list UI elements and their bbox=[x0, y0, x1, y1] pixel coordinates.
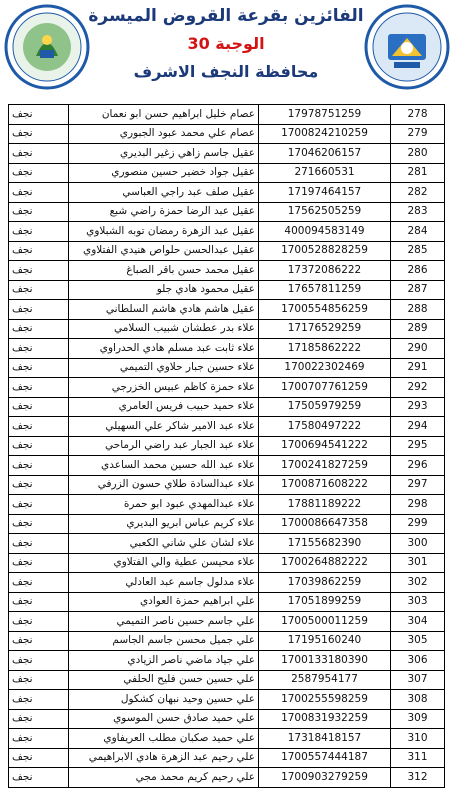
table-row bbox=[9, 651, 445, 671]
row-city: نجف bbox=[9, 514, 69, 534]
row-name: عقيل محمد حسن باقر الصباغ bbox=[69, 261, 259, 281]
row-city: نجف bbox=[9, 222, 69, 242]
row-city: نجف bbox=[9, 436, 69, 456]
ministry-logo-right bbox=[364, 4, 450, 90]
row-id-number: 1700903279259 bbox=[259, 768, 391, 788]
document-header bbox=[0, 0, 452, 100]
province-label: محافظة النجف الاشرف bbox=[133, 62, 319, 81]
row-id-number: 17372086222 bbox=[259, 261, 391, 281]
row-city: نجف bbox=[9, 768, 69, 788]
row-name: علاء عبد الجبار عبد راضي الرماحي bbox=[69, 436, 259, 456]
table-row bbox=[9, 144, 445, 164]
row-name: علاء مدلول جاسم عبد العادلي bbox=[69, 573, 259, 593]
row-number: 298 bbox=[391, 495, 445, 515]
row-id-number: 17195160240 bbox=[259, 631, 391, 651]
row-name: علاء عبدالمهدي عبود ابو حمرة bbox=[69, 495, 259, 515]
row-number: 300 bbox=[391, 534, 445, 554]
row-id-number: 1700255598259 bbox=[259, 690, 391, 710]
row-number: 285 bbox=[391, 241, 445, 261]
row-number: 288 bbox=[391, 300, 445, 320]
row-city: نجف bbox=[9, 300, 69, 320]
row-city: نجف bbox=[9, 202, 69, 222]
row-id-number: 17580497222 bbox=[259, 417, 391, 437]
table-row bbox=[9, 358, 445, 378]
row-number: 284 bbox=[391, 222, 445, 242]
row-id-number: 17176529259 bbox=[259, 319, 391, 339]
row-id-number: 400094583149 bbox=[259, 222, 391, 242]
row-number: 291 bbox=[391, 358, 445, 378]
row-number: 282 bbox=[391, 183, 445, 203]
row-number: 289 bbox=[391, 319, 445, 339]
table-row bbox=[9, 339, 445, 359]
row-number: 295 bbox=[391, 436, 445, 456]
table-row bbox=[9, 202, 445, 222]
table-row bbox=[9, 300, 445, 320]
row-city: نجف bbox=[9, 105, 69, 125]
row-number: 312 bbox=[391, 768, 445, 788]
row-name: عقيل عبدالحسن حلواص هنيدي الفتلاوي bbox=[69, 241, 259, 261]
table-row bbox=[9, 456, 445, 476]
row-number: 306 bbox=[391, 651, 445, 671]
row-number: 292 bbox=[391, 378, 445, 398]
row-city: نجف bbox=[9, 358, 69, 378]
table-row bbox=[9, 183, 445, 203]
row-number: 302 bbox=[391, 573, 445, 593]
row-city: نجف bbox=[9, 456, 69, 476]
row-name: علاء ثابت عبد مسلم هادي الحدراوي bbox=[69, 339, 259, 359]
row-city: نجف bbox=[9, 319, 69, 339]
row-id-number: 1700707761259 bbox=[259, 378, 391, 398]
table-row bbox=[9, 495, 445, 515]
row-name: عصام علي محمد عبود الجبوري bbox=[69, 124, 259, 144]
row-number: 290 bbox=[391, 339, 445, 359]
row-name: علي رحيم كريم محمد مجي bbox=[69, 768, 259, 788]
table-row bbox=[9, 105, 445, 125]
table-row bbox=[9, 280, 445, 300]
table-row bbox=[9, 573, 445, 593]
table-row bbox=[9, 475, 445, 495]
row-name: علي حميد صادق حسن الموسوي bbox=[69, 709, 259, 729]
row-city: نجف bbox=[9, 748, 69, 768]
row-name: عصام خليل ابراهيم حسن ابو نعمان bbox=[69, 105, 259, 125]
row-number: 307 bbox=[391, 670, 445, 690]
row-number: 296 bbox=[391, 456, 445, 476]
row-name: علاء حميد حبيب فريس العامري bbox=[69, 397, 259, 417]
row-city: نجف bbox=[9, 690, 69, 710]
row-city: نجف bbox=[9, 339, 69, 359]
row-id-number: 1700133180390 bbox=[259, 651, 391, 671]
row-id-number: 17197464157 bbox=[259, 183, 391, 203]
table-row bbox=[9, 261, 445, 281]
row-id-number: 17051899259 bbox=[259, 592, 391, 612]
row-number: 280 bbox=[391, 144, 445, 164]
table-row bbox=[9, 241, 445, 261]
row-name: علاء حمزة كاظم عبيس الخزرجي bbox=[69, 378, 259, 398]
row-city: نجف bbox=[9, 670, 69, 690]
row-number: 297 bbox=[391, 475, 445, 495]
row-city: نجف bbox=[9, 163, 69, 183]
table-row bbox=[9, 436, 445, 456]
row-id-number: 17978751259 bbox=[259, 105, 391, 125]
row-name: علاء عبد الله حسين محمد الساعدي bbox=[69, 456, 259, 476]
table-row bbox=[9, 612, 445, 632]
ministry-logo-left bbox=[4, 4, 90, 90]
row-number: 308 bbox=[391, 690, 445, 710]
row-name: عقيل عبد الزهرة رمضان توبه الشبلاوي bbox=[69, 222, 259, 242]
row-city: نجف bbox=[9, 534, 69, 554]
row-id-number: 17657811259 bbox=[259, 280, 391, 300]
row-number: 293 bbox=[391, 397, 445, 417]
document-title: الفائزين بقرعة القروض الميسرة bbox=[88, 6, 364, 26]
row-id-number: 17881189222 bbox=[259, 495, 391, 515]
table-row bbox=[9, 319, 445, 339]
row-name: عقيل عبد الرضا حمزة راضي شبع bbox=[69, 202, 259, 222]
row-id-number: 1700871608222 bbox=[259, 475, 391, 495]
table-row bbox=[9, 514, 445, 534]
row-id-number: 1700557444187 bbox=[259, 748, 391, 768]
row-city: نجف bbox=[9, 397, 69, 417]
table-row bbox=[9, 729, 445, 749]
table-row bbox=[9, 709, 445, 729]
row-city: نجف bbox=[9, 124, 69, 144]
row-id-number: 17185862222 bbox=[259, 339, 391, 359]
table-row bbox=[9, 768, 445, 788]
table-row bbox=[9, 534, 445, 554]
row-id-number: 1700241827259 bbox=[259, 456, 391, 476]
batch-label: الوجبة 30 bbox=[187, 34, 265, 53]
row-number: 301 bbox=[391, 553, 445, 573]
row-name: عقيل هاشم هادي هاشم السلطاني bbox=[69, 300, 259, 320]
row-number: 286 bbox=[391, 261, 445, 281]
table-row bbox=[9, 670, 445, 690]
row-city: نجف bbox=[9, 573, 69, 593]
row-name: علي حميد صكبان مطلب العريفاوي bbox=[69, 729, 259, 749]
row-city: نجف bbox=[9, 280, 69, 300]
row-id-number: 17562505259 bbox=[259, 202, 391, 222]
row-id-number: 1700264882222 bbox=[259, 553, 391, 573]
table-row bbox=[9, 748, 445, 768]
row-name: علاء محيسن عطية والي الفتلاوي bbox=[69, 553, 259, 573]
row-number: 294 bbox=[391, 417, 445, 437]
row-name: عقيل صلف عبد راجي العباسي bbox=[69, 183, 259, 203]
row-name: علاء عبدالسادة طلاي حسون الزرفي bbox=[69, 475, 259, 495]
row-id-number: 1700831932259 bbox=[259, 709, 391, 729]
row-city: نجف bbox=[9, 592, 69, 612]
row-number: 310 bbox=[391, 729, 445, 749]
row-number: 278 bbox=[391, 105, 445, 125]
row-city: نجف bbox=[9, 631, 69, 651]
table-row bbox=[9, 690, 445, 710]
row-city: نجف bbox=[9, 378, 69, 398]
row-number: 303 bbox=[391, 592, 445, 612]
row-city: نجف bbox=[9, 241, 69, 261]
row-name: علاء بدر عطشان شبيب السلامي bbox=[69, 319, 259, 339]
row-number: 309 bbox=[391, 709, 445, 729]
row-number: 305 bbox=[391, 631, 445, 651]
row-city: نجف bbox=[9, 417, 69, 437]
row-city: نجف bbox=[9, 261, 69, 281]
row-name: عقيل محمود هادي جلو bbox=[69, 280, 259, 300]
row-name: علاء حسين جبار حلاوي التميمي bbox=[69, 358, 259, 378]
row-name: علي رحيم عبد الزهرة هادي الابراهيمي bbox=[69, 748, 259, 768]
row-city: نجف bbox=[9, 144, 69, 164]
row-id-number: 17039862259 bbox=[259, 573, 391, 593]
row-number: 299 bbox=[391, 514, 445, 534]
winners-table-body bbox=[9, 105, 445, 788]
table-row bbox=[9, 553, 445, 573]
row-id-number: 271660531 bbox=[259, 163, 391, 183]
row-number: 283 bbox=[391, 202, 445, 222]
row-number: 287 bbox=[391, 280, 445, 300]
row-name: علي جاسم حسين ناصر التميمي bbox=[69, 612, 259, 632]
row-id-number: 1700528828259 bbox=[259, 241, 391, 261]
row-city: نجف bbox=[9, 729, 69, 749]
row-name: علاء كريم عباس ابريو البديري bbox=[69, 514, 259, 534]
row-name: علي جياد ماضي ناصر الزيادي bbox=[69, 651, 259, 671]
row-name: علي ابراهيم حمزة العوادي bbox=[69, 592, 259, 612]
row-name: علي حسين حسن فليح الحلفي bbox=[69, 670, 259, 690]
row-number: 311 bbox=[391, 748, 445, 768]
row-id-number: 2587954177 bbox=[259, 670, 391, 690]
table-row bbox=[9, 378, 445, 398]
row-city: نجف bbox=[9, 709, 69, 729]
row-city: نجف bbox=[9, 553, 69, 573]
row-id-number: 1700500011259 bbox=[259, 612, 391, 632]
row-city: نجف bbox=[9, 495, 69, 515]
row-name: علي جميل محسن جاسم الجاسم bbox=[69, 631, 259, 651]
row-city: نجف bbox=[9, 183, 69, 203]
row-name: علاء عبد الامير شاكر علي السهيلي bbox=[69, 417, 259, 437]
table-row bbox=[9, 417, 445, 437]
row-number: 281 bbox=[391, 163, 445, 183]
row-number: 279 bbox=[391, 124, 445, 144]
row-name: عقيل جاسم زاهي زغير البديري bbox=[69, 144, 259, 164]
table-row bbox=[9, 592, 445, 612]
row-id-number: 1700554856259 bbox=[259, 300, 391, 320]
winners-table bbox=[8, 104, 445, 788]
row-city: نجف bbox=[9, 651, 69, 671]
row-name: عقيل جواد خضير حسين منصوري bbox=[69, 163, 259, 183]
row-name: علاء لشان علي شاني الكعبي bbox=[69, 534, 259, 554]
row-number: 304 bbox=[391, 612, 445, 632]
row-id-number: 1700086647358 bbox=[259, 514, 391, 534]
row-city: نجف bbox=[9, 475, 69, 495]
table-row bbox=[9, 163, 445, 183]
row-id-number: 1700824210259 bbox=[259, 124, 391, 144]
row-id-number: 17505979259 bbox=[259, 397, 391, 417]
table-row bbox=[9, 222, 445, 242]
table-row bbox=[9, 397, 445, 417]
row-id-number: 17046206157 bbox=[259, 144, 391, 164]
row-id-number: 17318418157 bbox=[259, 729, 391, 749]
table-row bbox=[9, 124, 445, 144]
row-name: علي حسين وحيد نبهان كشكول bbox=[69, 690, 259, 710]
row-id-number: 17155682390 bbox=[259, 534, 391, 554]
table-row bbox=[9, 631, 445, 651]
row-id-number: 170022302469 bbox=[259, 358, 391, 378]
row-id-number: 1700694541222 bbox=[259, 436, 391, 456]
row-city: نجف bbox=[9, 612, 69, 632]
